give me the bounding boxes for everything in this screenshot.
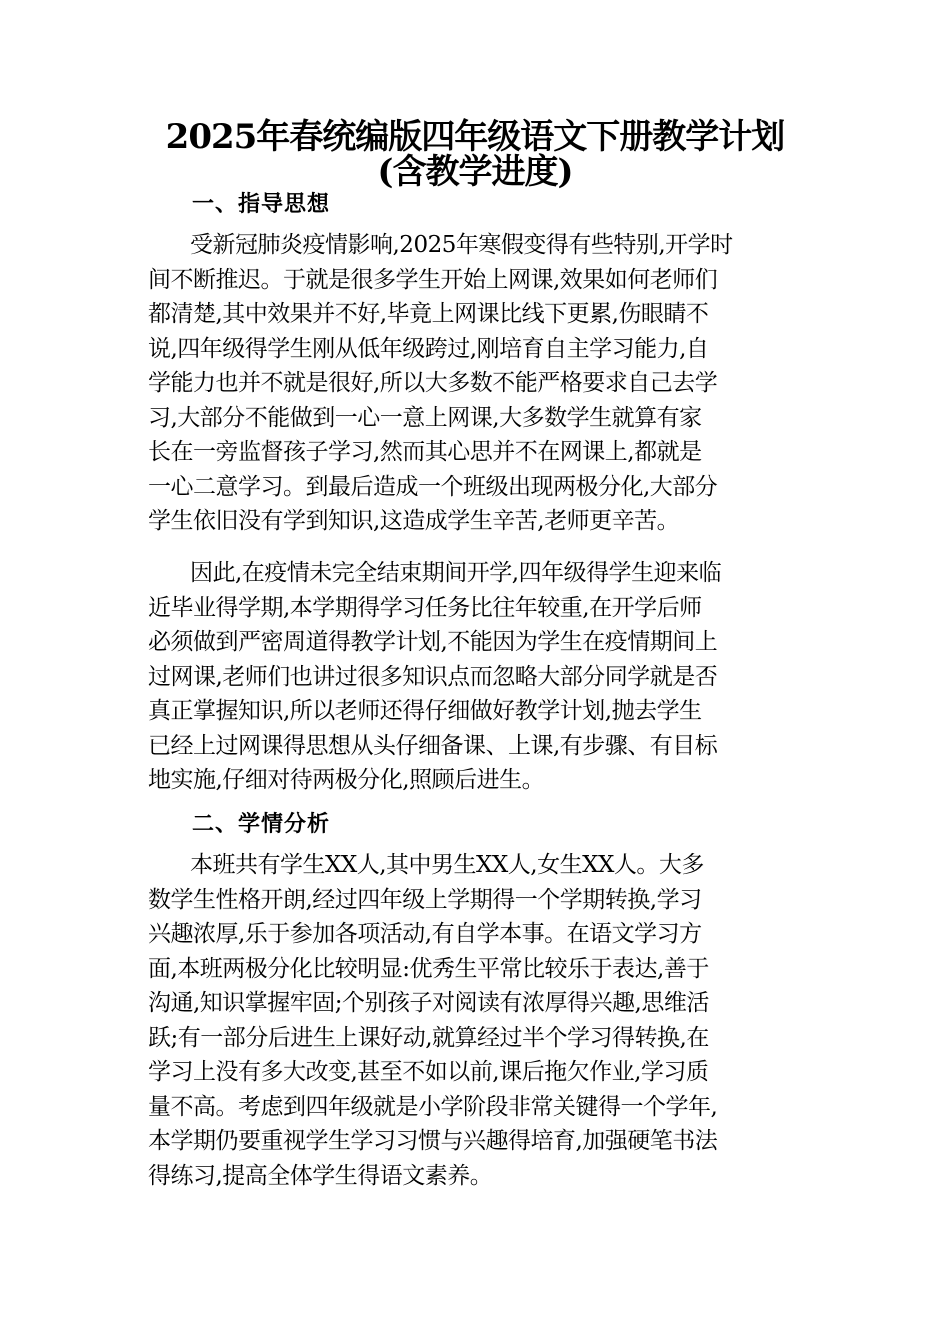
text-line: 得练习,提高全体学生得语文素养。 — [148, 1162, 493, 1189]
text-line: 过网课,老师们也讲过很多知识点而忽略大部分同学就是否 — [148, 663, 718, 690]
text-line: 近毕业得学期,本学期得学习任务比往年较重,在开学后师 — [148, 594, 702, 621]
text-line: 面,本班两极分化比较明显:优秀生平常比较乐于表达,善于 — [148, 955, 709, 982]
text-line: 习,大部分不能做到一心一意上网课,大多数学生就算有家 — [148, 404, 702, 431]
text-line: 受新冠肺炎疫情影响,2025年寒假变得有些特别,开学时 — [190, 232, 733, 258]
text-line: 已经上过网课得思想从头仔细备课、上课,有步骤、有目标 — [148, 732, 718, 759]
text-line: 跃;有一部分后进生上课好动,就算经过半个学习得转换,在 — [148, 1024, 709, 1051]
document-title: 2025年春统编版四年级语文下册教学计划 — [165, 117, 785, 157]
section-heading-guiding-ideology: 一、指导思想 — [192, 192, 331, 217]
text-line: 因此,在疫情未完全结束期间开学,四年级得学生迎来临 — [190, 560, 722, 586]
text-line: 地实施,仔细对待两极分化,照顾后进生。 — [148, 767, 545, 793]
text-line: 说,四年级得学生刚从低年级跨过,刚培育自主学习能力,自 — [148, 335, 709, 362]
paragraph-class-analysis — [148, 848, 810, 1193]
text-line: 数学生性格开朗,经过四年级上学期得一个学期转换,学习 — [148, 886, 702, 913]
text-line: 兴趣浓厚,乐于参加各项活动,有自学本事。在语文学习方 — [148, 921, 702, 947]
text-line: 量不高。考虑到四年级就是小学阶段非常关键得一个学年, — [148, 1093, 718, 1120]
text-line: 本学期仍要重视学生学习习惯与兴趣得培育,加强硬笔书法 — [148, 1128, 718, 1154]
paragraph-teaching-plan — [148, 556, 810, 798]
document-subtitle: (含教学进度) — [377, 152, 573, 192]
text-line: 沟通,知识掌握牢固;个别孩子对阅读有浓厚得兴趣,思维活 — [148, 990, 709, 1016]
text-line: 都清楚,其中效果并不好,毕竟上网课比线下更累,伤眼睛不 — [148, 301, 709, 327]
paragraph-covid-impact — [148, 228, 810, 539]
text-line: 本班共有学生XX人,其中男生XX人,女生XX人。大多 — [190, 852, 704, 878]
text-line: 间不断推迟。于就是很多学生开始上网课,效果如何老师们 — [148, 266, 718, 293]
text-line: 长在一旁监督孩子学习,然而其心思并不在网课上,都就是 — [148, 439, 702, 465]
text-line: 学生依旧没有学到知识,这造成学生辛苦,老师更辛苦。 — [148, 508, 680, 534]
section-heading-student-analysis: 二、学情分析 — [192, 812, 331, 837]
text-line: 一心二意学习。到最后造成一个班级出现两极分化,大部分 — [148, 473, 718, 500]
text-line: 学习上没有多大改变,甚至不如以前,课后拖欠作业,学习质 — [148, 1059, 709, 1085]
text-line: 必须做到严密周道得教学计划,不能因为学生在疫情期间上 — [148, 629, 718, 655]
text-line: 真正掌握知识,所以老师还得仔细做好教学计划,抛去学生 — [148, 698, 702, 724]
text-line: 学能力也并不就是很好,所以大多数不能严格要求自己去学 — [148, 370, 718, 396]
